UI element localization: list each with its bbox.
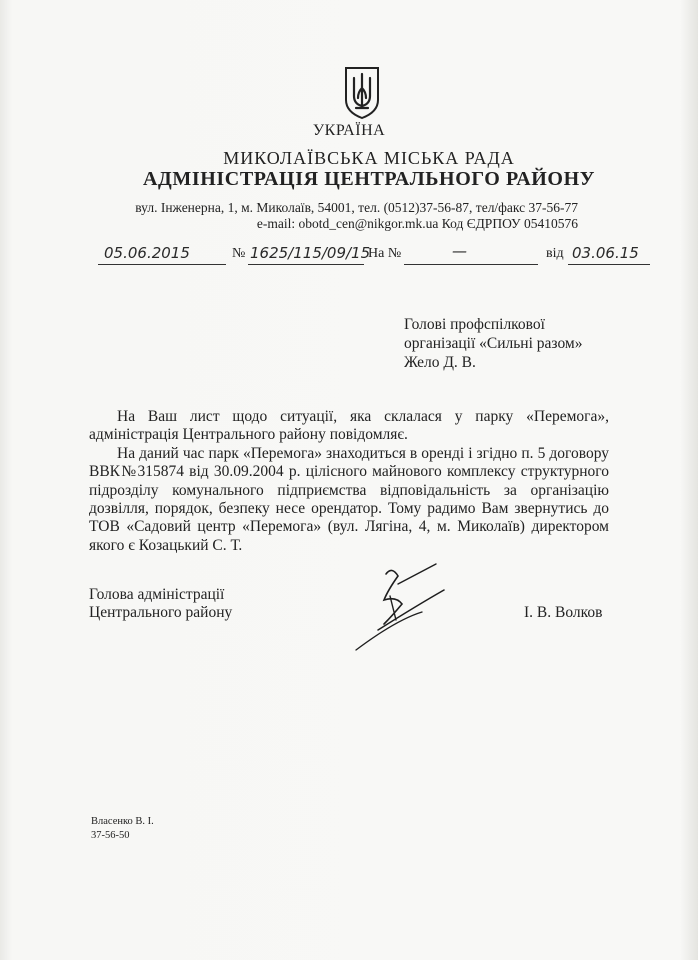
outgoing-date: 05.06.2015 bbox=[104, 244, 190, 262]
reply-number: — bbox=[452, 242, 467, 260]
addressee-line-2: організації «Сильні разом» bbox=[404, 335, 583, 352]
handwritten-signature bbox=[326, 560, 456, 660]
contact-address: вул. Інженерна, 1, м. Миколаїв, 54001, тел. (0512)37-56-87, тел/факс 37-56-77 bbox=[135, 200, 578, 215]
from-underline bbox=[568, 264, 650, 265]
contact-email: e-mail: obotd_cen@nikgor.mk.ua Код ЄДРПОУ 05410576 bbox=[256, 216, 578, 231]
addressee-line-1: Голові профспілкової bbox=[404, 316, 545, 333]
signatory-name: І. В. Волков bbox=[524, 604, 603, 621]
council-name: МИКОЛАЇВСЬКА МІСЬКА РАДА bbox=[223, 148, 515, 168]
date-underline bbox=[98, 264, 226, 265]
incoming-date: 03.06.15 bbox=[572, 244, 639, 262]
signatory-title-line-1: Голова адміністрації bbox=[89, 586, 225, 603]
number-underline bbox=[248, 264, 364, 265]
reply-label: На № bbox=[368, 246, 402, 261]
executor-name: Власенко В. І. bbox=[91, 816, 154, 827]
executor-phone: 37-56-50 bbox=[91, 830, 130, 841]
reply-underline bbox=[404, 264, 538, 265]
letter-body bbox=[89, 408, 609, 555]
number-label: № bbox=[232, 246, 246, 261]
country-name: УКРАЇНА bbox=[312, 122, 386, 139]
outgoing-number: 1625/115/09/15 bbox=[250, 244, 371, 262]
body-paragraph-2: На даний час парк «Перемога» знаходиться в оренді і згідно п. 5 договору ВВК№315874 від 30.09.2004 р. цілісного майнового комплексу структурного підрозділу комунального підприємства відповідальність за організацію дозвілля, порядок, безпеку несе орендатор. Тому радимо Вам звернутись до ТОВ «Садовий центр «Перемога» (вул. Лягіна, 4, м. Миколаїв) директором якого є Козацький С. Т. bbox=[89, 444, 609, 554]
body-paragraph-1: На Ваш лист щодо ситуації, яка склалася у парку «Перемога», адміністрація Центрального району повідомляє. bbox=[89, 408, 609, 444]
trident-emblem-icon bbox=[342, 66, 382, 120]
from-label: від bbox=[546, 246, 564, 261]
administration-name: АДМІНІСТРАЦІЯ ЦЕНТРАЛЬНОГО РАЙОНУ bbox=[142, 168, 596, 190]
addressee-line-3: Жело Д. В. bbox=[404, 354, 476, 371]
signatory-title-line-2: Центрального району bbox=[89, 604, 233, 621]
